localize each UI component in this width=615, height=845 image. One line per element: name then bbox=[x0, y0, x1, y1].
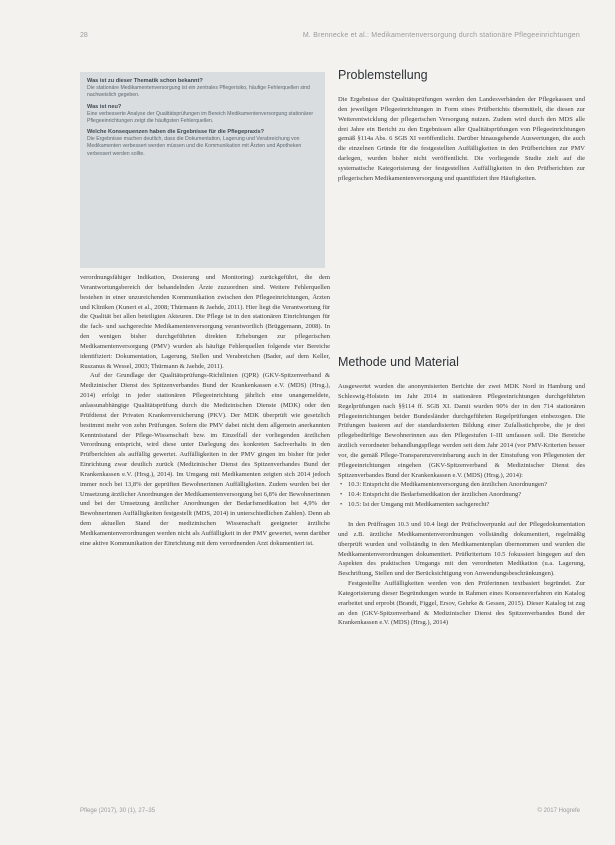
left-paragraph-2: Auf der Grundlage der Qualitätsprüfungs-Richtlinien (QPR) (GKV-Spitzenverband & Medizinischer Dienst des Spitzenverbandes Bund der Krankenkassen e.V. (MDS) (Hrsg.), 2014) erfolgt in jeder stationären Pflegeeinrichtung jährlich eine unangemeldete, anlassunabhängige Qualitätsprüfung durch die Medizinischen Dienste (MDK) oder den Prüfdienst der Privaten Krankenversicherung (PKV). Der MDK überprüft wie gesetzlich bestimmt mehr von zehn Prüfungen. Sofern die PMV dabei nicht dem allgemein anerkannten Kenntnisstand der Pflege-Wissenschaft bzw. im Einzelfall der vorliegenden ärztlichen Verordnung entspricht, wird diese unter Darlegung des konkreten Sachverhalts in den Prüfberichten als auffällig gewertet. Auffälligkeiten in der PMV gingen im bisher für jeder Einrichtung zwar deutlich zurück (Medizinischer Dienst des Spitzenverbandes Bund der Krankenkassen e.V. (Hrsg.), 2014). Im Umgang mit Medikamenten zeigten sich 2014 jedoch immer noch bei 13,8% der geprüften Bewohnerinnen Auffälligkeiten. Zudem wurden bei der Umsetzung ärztlicher Anordnungen der Medikamentenversorgung bei 6,8% der Bewohnerinnen und bei der Umsetzung ärztlicher Anordnungen der Bedarfsmedikation bei 4,9% der Bewohnerinnen Auffälligkeiten festgestellt (MDS, 2014) in unterschiedlichen Zahlen). Denn ab dem aktuellen Stand der medizinischen Wissenschaft geeigneter ärztliche Medikamentenverordnungen werden nicht als Auffälligkeit in der PMV gewertet, wenn darüber eine aktive Kommunikation der Einrichtung mit dem verordnenden Arzt dokumentiert ist. bbox=[80, 372, 330, 547]
box-question-new: Was ist neu? bbox=[87, 103, 122, 110]
method-paragraph-1: Ausgewertet wurden die anonymisierten Berichte der zwei MDK Nord in Hamburg und Schleswig-Holstein im Jahr 2014 in stationären Pflegeeinrichtungen durchgeführten Regelprüfungen nach §§114 ff. SGB XI. Damit wurden 90% der in den 714 stationären Pflegeeinrichtungen beider Bundesländer durchgeführten Regelprüfungen einbezogen. Die Prüfungen basieren auf der standardisierten Bildung einer Zufallsstichprobe, die je drei pflegebedürftige Bewohnerinnen aus den Pflegestufen I–III umfassen soll. Die Bereiche ärztlich verordneter behandlungspflege werden seit dem Jahr 2014 (vor PMV-Kriterien besser vor, die gemäß Pflege-Transparenzvereinbarung auch in der Einstufung von Pflegenoten der Pflegeeinrichtungen eingehen (GKV-Spitzenverband & Medizinischer Dienst des Spitzenverbandes Bund der Krankenkassen e.V. (MDS) (Hrsg.), 2014): bbox=[338, 383, 585, 479]
method-paragraph-3: Festgestellte Auffälligkeiten werden von den Prüferinnen textbasiert begründet. Zur Kategorisierung dieser Begründungen wurde in Rahmen eines Konsensverfahren ein Katalog erarbeitet und erprobt (Brandt, Figgel, Ersov, Gehrke & Gessen, 2015). Dieser Katalog ist zug an den (GKV-Spitzenverband & Medizinischer Dienst des Spitzenverbandes Bund der Krankenkassen e.V. (MDS) (Hrsg.), 2014) bbox=[338, 580, 585, 627]
box-question-consequences: Welche Konsequenzen haben die Ergebnisse für die Pflegepraxis? bbox=[87, 129, 265, 136]
criteria-item: • 10.4: Entspricht die Bedarfsmedikation der ärztlichen Anordnung? bbox=[338, 490, 585, 500]
running-head bbox=[80, 32, 580, 44]
box-question-known: Was ist zu dieser Thematik schon bekannt? bbox=[87, 78, 203, 84]
heading-method: Methode und Material bbox=[338, 355, 459, 369]
left-paragraph-1: verordnungsfähiger Indikation, Dosierung und Monitoring) zurückgeführt, die dem Verantwortungsbereich der behandelnden Ärzte zuzuordnen sind. Weitere Fehlerquellen bestehen in einer unzureichenden Kommunikation zwischen den Pflegeeinrichtungen, Ärzten und Kliniken (Kunert et al., 2008; Thürmann & Jaehde, 2011). Hier liegt die Verantwortung für die Qualität bei allen beteiligten Akteuren. Die Pflege ist in den stationären Einrichtungen für die fach- und sachgerechte Medikamentenversorgung verantwortlich (Brüggemann, 2008). In den wenigen bisher durchgeführten direkten Erhebungen zur pflegerischen Medikamentenversorgung (PMV) wurden als häufige Fehlerquellen folgende vier Bereiche identifiziert: Dokumentation, Lagerung, Stellen und Verabreichen (Bader, auf dem Keller, Ruszanus & Wessel, 2003; Thürmann & Jaehde, 2011). bbox=[80, 274, 330, 370]
method-paragraph-2: In den Prüffragen 10.3 und 10.4 liegt der Prüfschwerpunkt auf der Pflegedokumentation und z.B. ärztliche Medikamentenverordnungen vollständig dokumentiert, regelmäßig überprüft wurden und vollständig in den Medikamentenplan übernommen und wurden die Medikamentenverordnungen dokumentiert. Prüfkriterium 10.5 fokussiert hingegen auf den Aspekten des praktischen Umgangs mit den verordneten Medikation (u.a. Lagerung, Beschriftung, Stellen und der Berücksichtigung von Anwendungsbeschränkungen). bbox=[338, 520, 585, 578]
running-title: M. Brennecke et al.: Medikamentenversorgung durch stationäre Pflegeeinrichtungen bbox=[302, 32, 580, 39]
box-answer-known: Die stationäre Medikamentenversorgung ist ein zentrales Pflegerisiko, häufige Fehlerquellen sind nachweislich gegeben. bbox=[87, 84, 310, 99]
box-answer-new: Eine verbesserte Analyse der Qualitätsprüfungen im Bereich Medikamentenversorgung stationärer Pflegeeinrichtungen zeigt die häufigsten Fehlerquellen. bbox=[87, 110, 314, 124]
footer-citation: Pflege (2017), 30 (1), 27–35 bbox=[80, 808, 156, 814]
page-footer bbox=[80, 808, 580, 818]
page-number: 28 bbox=[80, 32, 88, 39]
summary-box bbox=[80, 72, 325, 268]
method-text bbox=[338, 382, 585, 802]
criteria-list bbox=[338, 480, 585, 510]
problem-text bbox=[338, 95, 585, 335]
problem-paragraph: Die Ergebnisse der Qualitätsprüfungen werden den Landesverbänden der Pflegekassen und den jeweiligen Pflegeeinrichtungen in Form eines Prüfberichts übermittelt, die diesen zur Weiterentwicklung der pflegerischen Versorgung nutzen. Zudem wird durch den MDS alle drei Jahre ein Bericht zu den Ergebnissen aller Qualitätsprüfungen von Pflegeeinrichtungen gemäß §114a Abs. 6 SGB XI veröffentlicht. Darüber hinausgehende Auswertungen, die auch die einzelnen Gründe für die festgestellten Auffälligkeiten in den Prüfberichten zur PMV darlegen, wurden bisher nicht veröffentlicht. Die vorliegende Studie zielt auf die systematische Kategorisierung der festgestellten Auffälligkeiten in den Prüfberichten zur pflegerischen Medikamentenversorgung und quantifiziert ihre Häufigkeiten. bbox=[338, 96, 585, 182]
criteria-item: • 10.3: Entspricht die Medikamentenversorgung den ärztlichen Anordnungen? bbox=[338, 480, 585, 490]
criteria-item: • 10.5: Ist der Umgang mit Medikamenten sachgerecht? bbox=[338, 500, 585, 510]
left-column-text bbox=[80, 273, 330, 798]
heading-problem: Problemstellung bbox=[338, 68, 428, 82]
box-answer-consequences: Die Ergebnisse machen deutlich, dass die Dokumentation, Lagerung und Verabreichung von Medikamenten verbessert werden müssen und die Kommunikation mit Ärzten und Apotheken verbessert werden sollte. bbox=[87, 136, 302, 157]
footer-copyright: © 2017 Hogrefe bbox=[537, 808, 580, 814]
